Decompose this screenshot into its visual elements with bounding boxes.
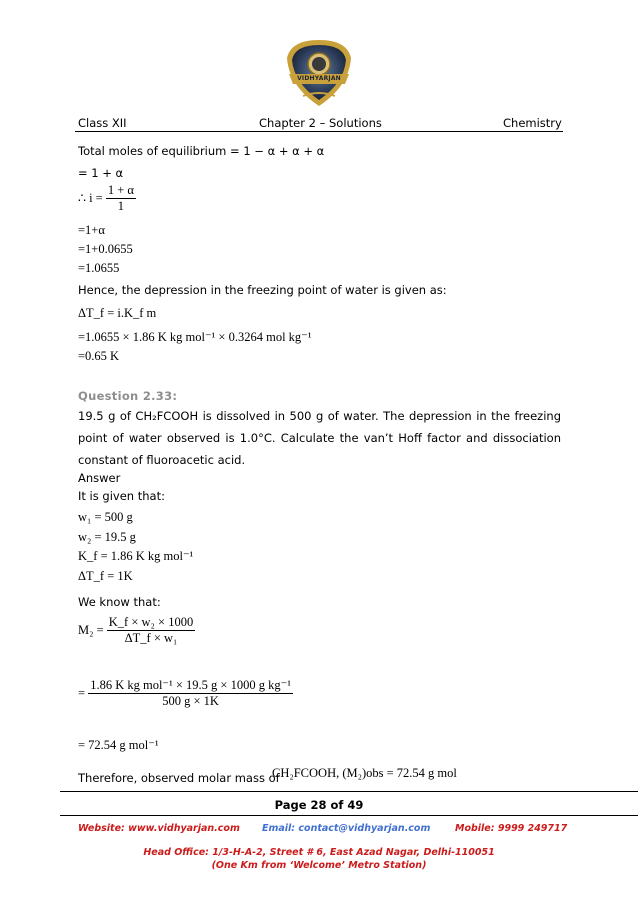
logo-text: VIDHYARJAN <box>297 75 341 82</box>
dtf-step-1: ΔT_f = i.K_f m <box>78 306 157 320</box>
dtf-step-2: =1.0655 × 1.86 K kg mol⁻¹ × 0.3264 mol kg⁻¹ <box>78 330 312 344</box>
given-kf: K_f = 1.86 K kg mol⁻¹ <box>78 549 194 563</box>
i-numerator: 1 + α <box>107 183 134 197</box>
total-moles-line: Total moles of equilibrium = 1 − α + α + α <box>78 144 325 158</box>
know-intro: We know that: <box>78 595 161 609</box>
i-denominator: 1 <box>106 198 136 214</box>
observed-equation: CH₂FCOOH, (M₂)obs = 72.54 g mol <box>272 766 457 780</box>
i-step-3: =1.0655 <box>78 261 120 275</box>
given-w1: w₁ = 500 g <box>78 510 133 524</box>
page-number: Page 28 of 49 <box>274 798 364 812</box>
m2-numerator: K_f × w₂ × 1000 <box>108 615 194 629</box>
i-lhs: ∴ i = <box>78 191 103 205</box>
i-step-2: =1+0.0655 <box>78 242 133 256</box>
footer-website: Website: www.vidhyarjan.com <box>78 823 240 834</box>
m2-lhs: M₂ = <box>78 623 104 637</box>
given-dtf: ΔT_f = 1K <box>78 569 133 583</box>
answer-label: Answer <box>78 471 121 485</box>
total-moles-result: = 1 + α <box>78 166 124 180</box>
m2-fraction <box>107 615 195 646</box>
header-chapter: Chapter 2 – Solutions <box>259 116 382 130</box>
m2-sub-denominator: 500 g × 1K <box>88 693 293 709</box>
logo-emblem-icon <box>283 36 355 108</box>
freezing-intro: Hence, the depression in the freezing point of water is given as: <box>78 283 447 297</box>
question-text: 19.5 g of CH₂FCOOH is dissolved in 500 g of water. The depression in the freezing point of water observed is 1.0°C. Calculate the van’t Hoff factor and dissociation constant of fluoroacetic acid. <box>78 409 561 467</box>
footer-office: Head Office: 1/3-H-A-2, Street # 6, East Azad Nagar, Delhi-110051 <box>143 847 495 858</box>
footer-divider <box>60 791 638 792</box>
observed-text: Therefore, observed molar mass of <box>78 771 280 785</box>
question-title: Question 2.33: <box>78 389 178 403</box>
header-class: Class XII <box>78 116 127 130</box>
m2-sub-numerator: 1.86 K kg mol⁻¹ × 19.5 g × 1000 g kg⁻¹ <box>90 678 291 692</box>
m2-denominator: ΔT_f × w₁ <box>107 630 195 646</box>
given-w2: w₂ = 19.5 g <box>78 530 136 544</box>
header-subject: Chemistry <box>503 116 562 130</box>
m2-substitution <box>78 678 293 709</box>
vant-hoff-equation <box>78 183 136 214</box>
header-divider <box>75 131 563 132</box>
footer-office-note: (One Km from ‘Welcome’ Metro Station) <box>211 860 427 871</box>
m2-sub-fraction <box>88 678 293 709</box>
vidhyarjan-logo <box>283 36 355 108</box>
m2-sub-lhs: = <box>78 686 86 700</box>
footer-email: Email: contact@vidhyarjan.com <box>262 823 431 834</box>
i-fraction <box>106 183 136 214</box>
dtf-step-3: =0.65 K <box>78 349 120 363</box>
footer-divider-2 <box>60 815 638 816</box>
footer-mobile: Mobile: 9999 249717 <box>455 823 568 834</box>
i-step-1: =1+α <box>78 223 105 237</box>
given-intro: It is given that: <box>78 489 165 503</box>
m2-formula <box>78 615 195 646</box>
m2-result: = 72.54 g mol⁻¹ <box>78 738 159 752</box>
